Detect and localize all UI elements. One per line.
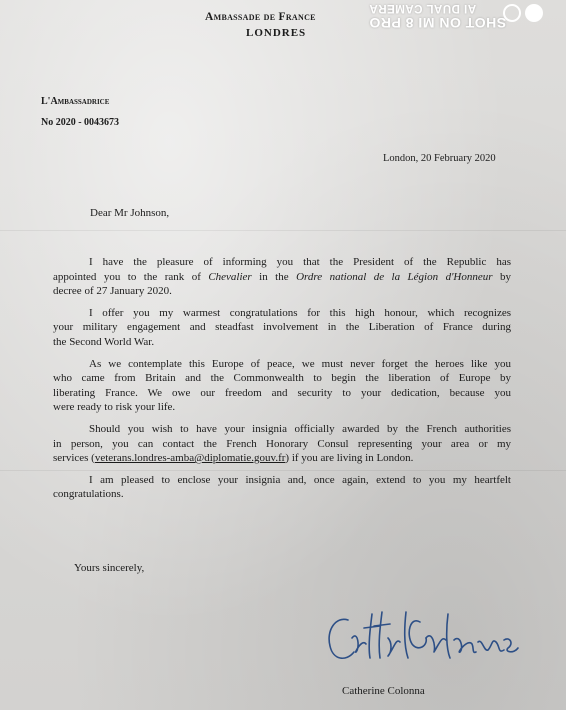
signer-name: Catherine Colonna (342, 685, 425, 697)
paragraph-line (53, 451, 511, 466)
paragraph-line: As we contemplate this Europe of peace, we must never forget the heroes like you (89, 357, 511, 370)
letter-body (53, 255, 511, 509)
line-text: ) if you are living in London. (285, 452, 414, 465)
embassy-city: LONDRES (246, 27, 307, 39)
letter-date: London, 20 February 2020 (383, 153, 496, 164)
paper-fold-line (0, 230, 566, 231)
line-text: appointed you to the rank of Chevalier in the Ordre national de la Légion d'Honneur by (53, 270, 511, 283)
line-text: services ( (53, 452, 95, 465)
paragraph-line: congratulations. (53, 488, 124, 501)
paragraph-line: the Second World War. (53, 335, 155, 348)
salutation: Dear Mr Johnson, (90, 207, 170, 219)
embassy-name: Ambassade de France (205, 11, 316, 23)
camera-watermark (369, 2, 506, 31)
paragraph-line: your military engagement and steadfast involvement in the Liberation of France during (53, 321, 511, 334)
paragraph-line: I offer you my warmest congratulations for this high honour, which recognizes (89, 306, 511, 319)
paragraph-line (53, 270, 511, 285)
paragraph (53, 255, 511, 299)
paragraph-line: who came from Britain and the Commonwealth to begin the liberation of Europe by (53, 372, 511, 385)
closing: Yours sincerely, (74, 562, 145, 574)
camera-shutter-icon[interactable] (525, 4, 543, 22)
paragraph-line: were ready to risk your life. (53, 401, 176, 414)
paragraph (53, 473, 511, 502)
paragraph (53, 357, 511, 415)
handwritten-signature (322, 608, 522, 668)
paragraph-line: I am pleased to enclose your insignia and, once again, extend to you my heartfelt (89, 473, 511, 486)
camera-watermark-line2: AI DUAL CAMERA (368, 2, 476, 14)
paragraph-line: liberating France. We owe our freedom and security to your dedication, because you (53, 386, 511, 399)
camera-mode-icon[interactable] (503, 4, 521, 22)
paragraph-line: I have the pleasure of informing you that the President of the Republic has (89, 256, 511, 268)
paragraph (53, 422, 511, 466)
camera-watermark-line1: SHOT ON MI 8 PRO (368, 15, 506, 31)
camera-ui-dots (503, 4, 543, 22)
paragraph-line: decree of 27 January 2020. (53, 285, 172, 298)
paragraph (53, 306, 511, 350)
paragraph-line: in person, you can contact the French Honorary Consul representing your area or my (53, 437, 511, 450)
paragraph-line: Should you wish to have your insignia officially awarded by the French authorities (89, 422, 511, 435)
reference-number: No 2020 - 0043673 (41, 117, 120, 128)
email-link[interactable]: veterans.londres-amba@diplomatie.gouv.fr (94, 452, 286, 465)
sender-title: L'Ambassadrice (41, 96, 110, 107)
